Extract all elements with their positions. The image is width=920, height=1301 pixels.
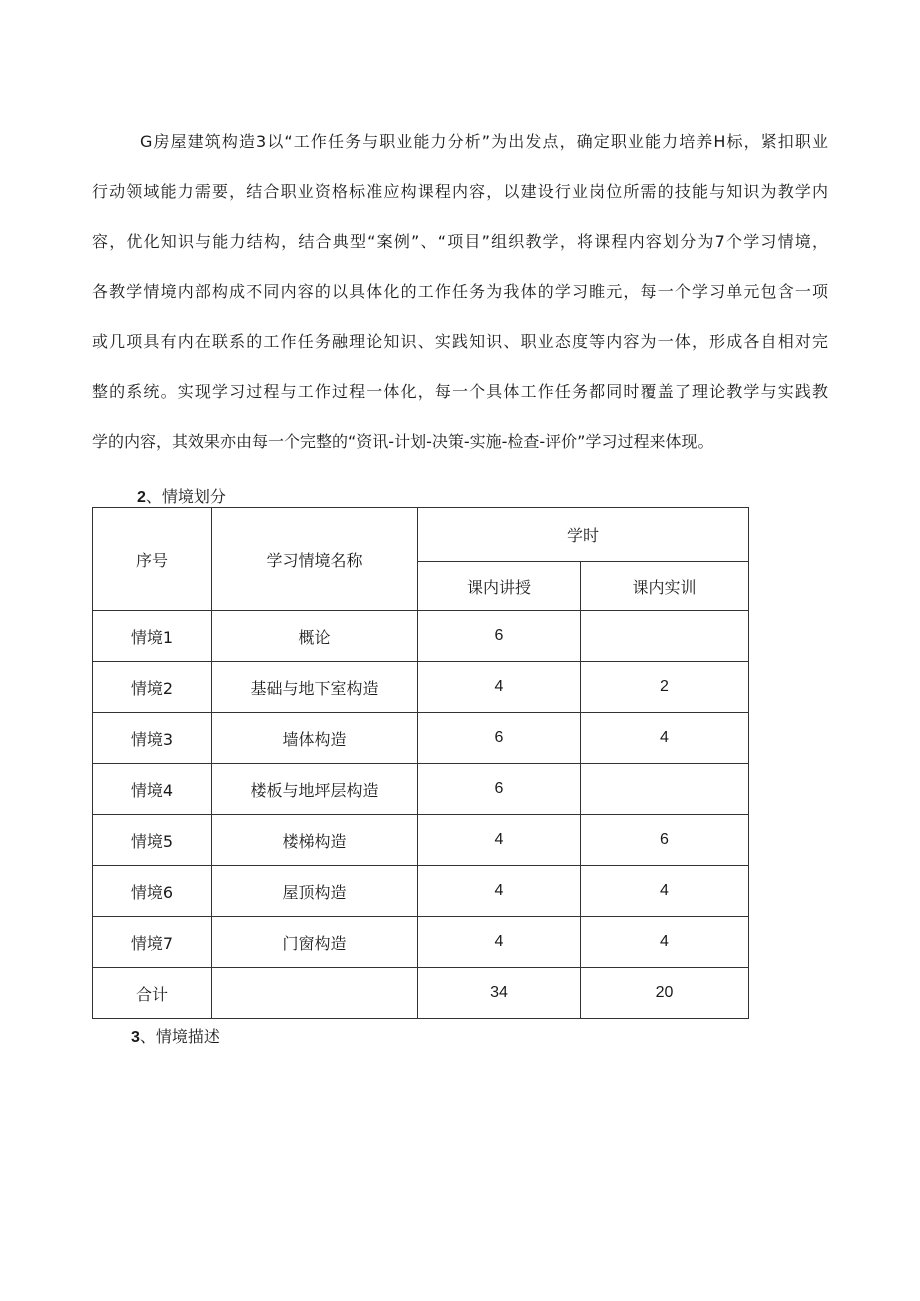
- cell-practice: 4: [581, 713, 749, 764]
- table-row: [93, 917, 749, 968]
- table-row: [93, 866, 749, 917]
- cell-name: 门窗构造: [212, 917, 418, 968]
- header-seq: 序号: [93, 508, 212, 611]
- cell-name: 基础与地下室构造: [212, 662, 418, 713]
- intro-line: 各教学情境内部构成不同内容的以具体化的工作任务为我体的学习睢元，每一个学习单元包含一项: [92, 282, 828, 301]
- cell-lecture: 6: [418, 611, 581, 662]
- cell-lecture: 6: [418, 713, 581, 764]
- cell-seq: 情境6: [93, 866, 212, 917]
- cell-seq: 情境4: [93, 764, 212, 815]
- cell-practice: 2: [581, 662, 749, 713]
- cell-seq: 情境5: [93, 815, 212, 866]
- intro-paragraph: [92, 117, 828, 467]
- table-row: [93, 611, 749, 662]
- cell-name: 概论: [212, 611, 418, 662]
- intro-line: G房屋建筑构造3以“工作任务与职业能力分析”为出发点，确定职业能力培养H标，紧扣职业: [140, 132, 828, 151]
- cell-total-label: 合计: [93, 968, 212, 1019]
- section-title: 、情境划分: [145, 487, 226, 506]
- table-header-row: [93, 508, 749, 562]
- section-heading-situation-description: [131, 1024, 220, 1047]
- cell-lecture: 4: [418, 917, 581, 968]
- cell-seq: 情境2: [93, 662, 212, 713]
- cell-total-practice: 20: [581, 968, 749, 1019]
- cell-practice: 4: [581, 866, 749, 917]
- table-row: [93, 815, 749, 866]
- cell-practice: 6: [581, 815, 749, 866]
- intro-line: 学的内容，其效果亦由每一个完整的“资讯-计划-决策-实施-检查-评价”学习过程来体现。: [92, 432, 714, 451]
- cell-lecture: 6: [418, 764, 581, 815]
- cell-lecture: 4: [418, 662, 581, 713]
- cell-seq: 情境1: [93, 611, 212, 662]
- cell-seq: 情境3: [93, 713, 212, 764]
- table-row: [93, 662, 749, 713]
- header-practice: 课内实训: [581, 562, 749, 611]
- cell-name: 屋顶构造: [212, 866, 418, 917]
- cell-name: 楼梯构造: [212, 815, 418, 866]
- cell-practice: 4: [581, 917, 749, 968]
- section-number: 2: [137, 489, 146, 506]
- cell-practice: [581, 611, 749, 662]
- header-lecture: 课内讲授: [418, 562, 581, 611]
- cell-lecture: 4: [418, 815, 581, 866]
- header-hours: 学时: [418, 508, 749, 562]
- table-row: [93, 764, 749, 815]
- cell-seq: 情境7: [93, 917, 212, 968]
- intro-line: 行动领域能力需要，结合职业资格标准应构课程内容，以建设行业岗位所需的技能与知识为教学内: [92, 182, 828, 201]
- cell-total-lecture: 34: [418, 968, 581, 1019]
- section-number: 3: [131, 1029, 140, 1046]
- cell-name: 楼板与地坪层构造: [212, 764, 418, 815]
- intro-line: 容，优化知识与能力结构，结合典型“案例”、“项目”组织教学，将课程内容划分为7个学习情境，: [92, 232, 828, 251]
- cell-lecture: 4: [418, 866, 581, 917]
- table-row: [93, 713, 749, 764]
- intro-line: 或几项具有内在联系的工作任务融理论知识、实践知识、职业态度等内容为一体，形成各自相对完: [92, 332, 828, 351]
- cell-name: 墙体构造: [212, 713, 418, 764]
- section-heading-situation-division: [137, 484, 226, 507]
- header-name: 学习情境名称: [212, 508, 418, 611]
- cell-practice: [581, 764, 749, 815]
- table-total-row: [93, 968, 749, 1019]
- section-title: 、情境描述: [139, 1027, 220, 1046]
- cell-total-name: [212, 968, 418, 1019]
- intro-line: 整的系统。实现学习过程与工作过程一体化，每一个具体工作任务都同时覆盖了理论教学与实践教: [92, 382, 828, 401]
- situation-table: [92, 507, 749, 1019]
